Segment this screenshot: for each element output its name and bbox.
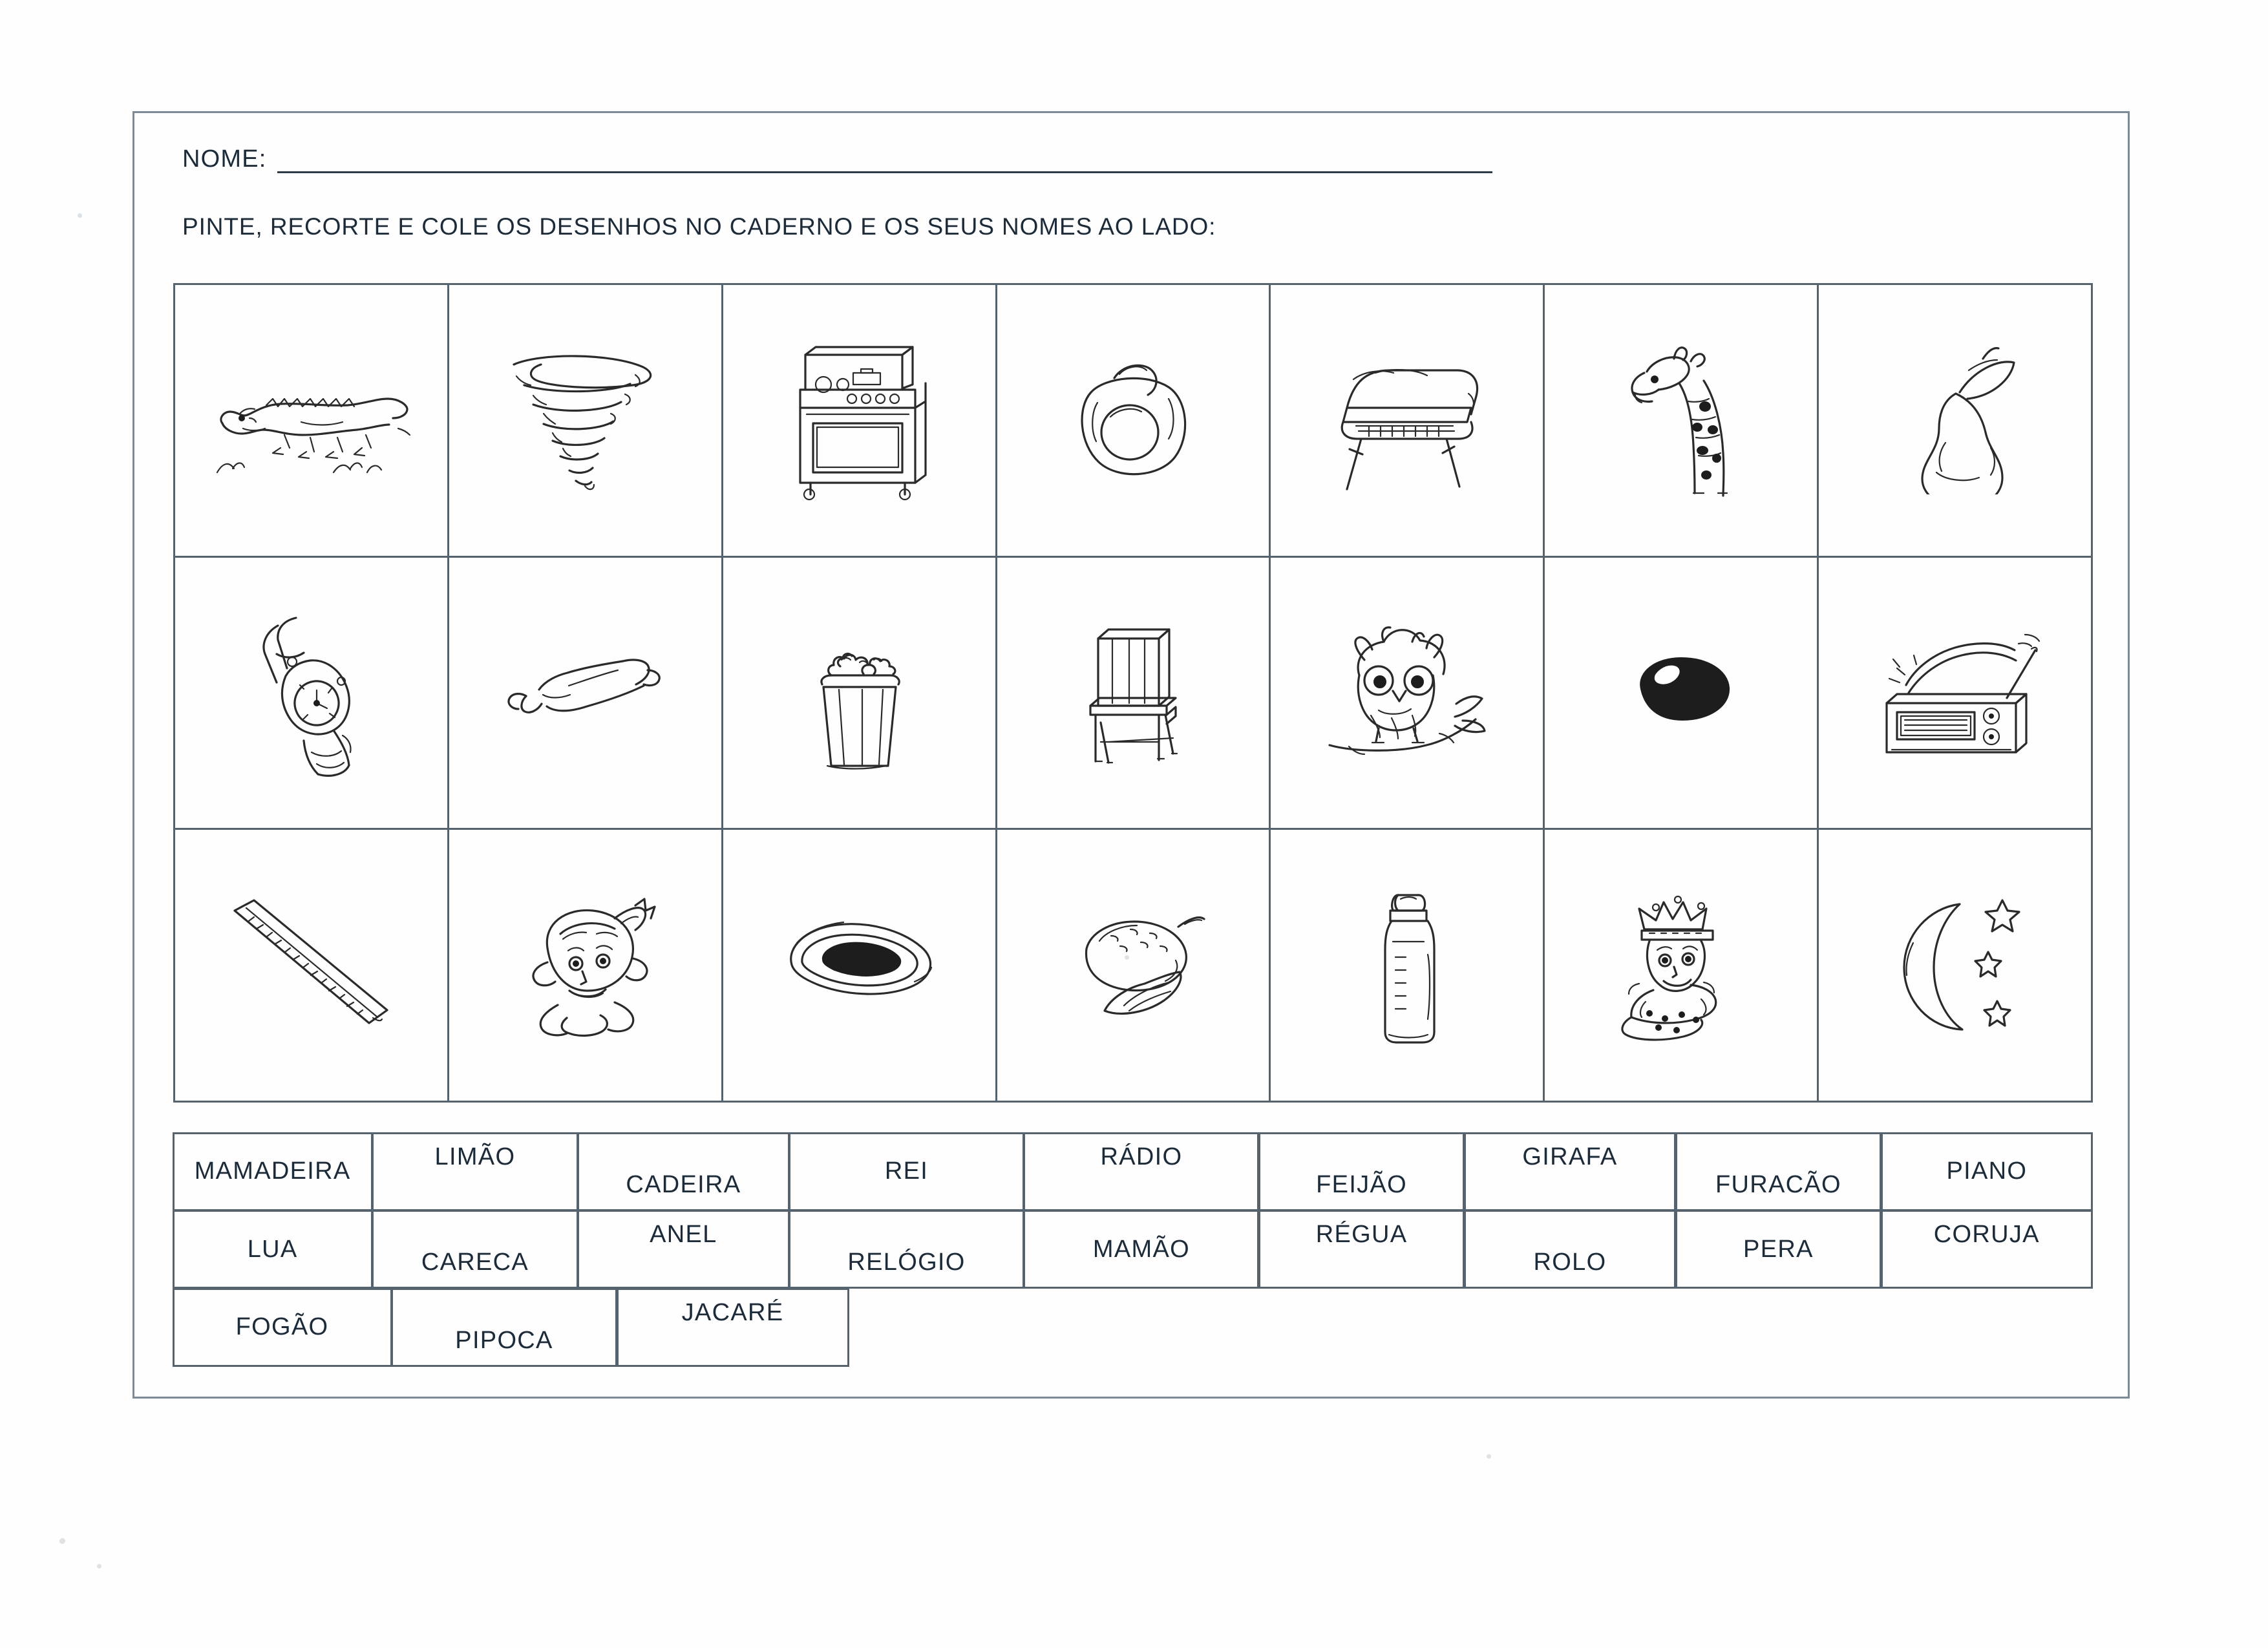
picture-cell-chair[interactable] <box>997 558 1271 830</box>
word-cell-cadeira[interactable]: CADEIRA <box>577 1132 789 1211</box>
baby-bottle-icon <box>1355 885 1459 1046</box>
word-cell-fogao[interactable]: FOGÃO <box>173 1288 392 1367</box>
word-cell-relogio[interactable]: RELÓGIO <box>789 1210 1024 1289</box>
picture-cell-stove[interactable] <box>723 285 997 558</box>
picture-cell-ring[interactable] <box>997 285 1271 558</box>
picture-cell-alligator[interactable] <box>175 285 449 558</box>
giraffe-icon <box>1607 339 1755 501</box>
picture-cell-baby-bottle[interactable] <box>1271 830 1545 1103</box>
chair-icon <box>1062 615 1204 770</box>
name-field-row <box>182 145 1492 173</box>
picture-cell-king[interactable] <box>1545 830 1819 1103</box>
word-cell-anel[interactable]: ANEL <box>577 1210 789 1289</box>
picture-cell-moon[interactable] <box>1819 830 2093 1103</box>
word-cell-limao[interactable]: LIMÃO <box>372 1132 578 1211</box>
word-cell-radio[interactable]: RÁDIO <box>1023 1132 1259 1211</box>
alligator-icon <box>204 346 418 494</box>
picture-cell-pear[interactable] <box>1819 285 2093 558</box>
word-cell-feijao[interactable]: FEIJÃO <box>1258 1132 1465 1211</box>
ruler-icon <box>220 891 401 1040</box>
picture-cell-wristwatch[interactable] <box>175 558 449 830</box>
picture-cell-bald-head[interactable] <box>449 830 723 1103</box>
bald-head-icon <box>501 891 669 1040</box>
word-cell-furacao[interactable]: FURACÃO <box>1675 1132 1881 1211</box>
picture-cell-papaya[interactable] <box>723 830 997 1103</box>
wristwatch-icon <box>230 609 392 777</box>
word-row <box>173 1211 2093 1289</box>
word-bank-table <box>173 1133 2093 1367</box>
word-cell-pipoca[interactable]: PIPOCA <box>391 1288 617 1367</box>
picture-cell-popcorn[interactable] <box>723 558 997 830</box>
ring-icon <box>1052 352 1214 488</box>
bean-icon <box>1616 641 1746 745</box>
picture-grid <box>173 283 2093 1103</box>
radio-icon <box>1858 622 2052 764</box>
tornado-icon <box>488 343 682 498</box>
picture-cell-piano[interactable] <box>1271 285 1545 558</box>
scan-speck <box>1487 1454 1491 1459</box>
picture-cell-bean[interactable] <box>1545 558 1819 830</box>
picture-cell-owl[interactable] <box>1271 558 1545 830</box>
pear-icon <box>1874 346 2036 494</box>
word-cell-coruja[interactable]: CORUJA <box>1881 1210 2093 1289</box>
word-cell-rolo[interactable]: ROLO <box>1464 1210 1676 1289</box>
word-cell-regua[interactable]: RÉGUA <box>1258 1210 1465 1289</box>
king-icon <box>1594 888 1768 1043</box>
popcorn-icon <box>785 612 933 774</box>
piano-icon <box>1313 346 1501 494</box>
picture-cell-ruler[interactable] <box>175 830 449 1103</box>
scan-speck <box>78 213 82 218</box>
picture-cell-radio[interactable] <box>1819 558 2093 830</box>
scan-speck <box>97 1564 101 1569</box>
word-row <box>173 1133 2093 1211</box>
lemon-icon <box>1049 901 1217 1030</box>
word-row <box>173 1289 2093 1367</box>
word-cell-pera[interactable]: PERA <box>1675 1210 1881 1289</box>
rolling-pin-icon <box>491 644 679 741</box>
moon-icon <box>1874 891 2036 1040</box>
owl-icon <box>1317 618 1498 767</box>
word-cell-piano[interactable]: PIANO <box>1881 1132 2093 1211</box>
word-cell-mamadeira[interactable]: MAMADEIRA <box>173 1132 373 1211</box>
instruction-text: PINTE, RECORTE E COLE OS DESENHOS NO CADERNO E OS SEUS NOMES AO LADO: <box>182 213 1216 240</box>
picture-cell-rolling-pin[interactable] <box>449 558 723 830</box>
word-cell-mamao[interactable]: MAMÃO <box>1023 1210 1259 1289</box>
name-input[interactable] <box>277 149 1492 173</box>
word-cell-girafa[interactable]: GIRAFA <box>1464 1132 1676 1211</box>
word-cell-jacare[interactable]: JACARÉ <box>617 1288 849 1367</box>
word-cell-rei[interactable]: REI <box>789 1132 1024 1211</box>
worksheet-border <box>132 111 2130 1399</box>
word-cell-lua[interactable]: LUA <box>173 1210 373 1289</box>
stove-icon <box>772 339 946 501</box>
name-label: NOME: <box>182 145 267 173</box>
picture-cell-giraffe[interactable] <box>1545 285 1819 558</box>
papaya-icon <box>768 904 949 1027</box>
picture-cell-lemon[interactable] <box>997 830 1271 1103</box>
scan-speck <box>59 1538 65 1544</box>
picture-cell-tornado[interactable] <box>449 285 723 558</box>
word-cell-careca[interactable]: CARECA <box>372 1210 578 1289</box>
